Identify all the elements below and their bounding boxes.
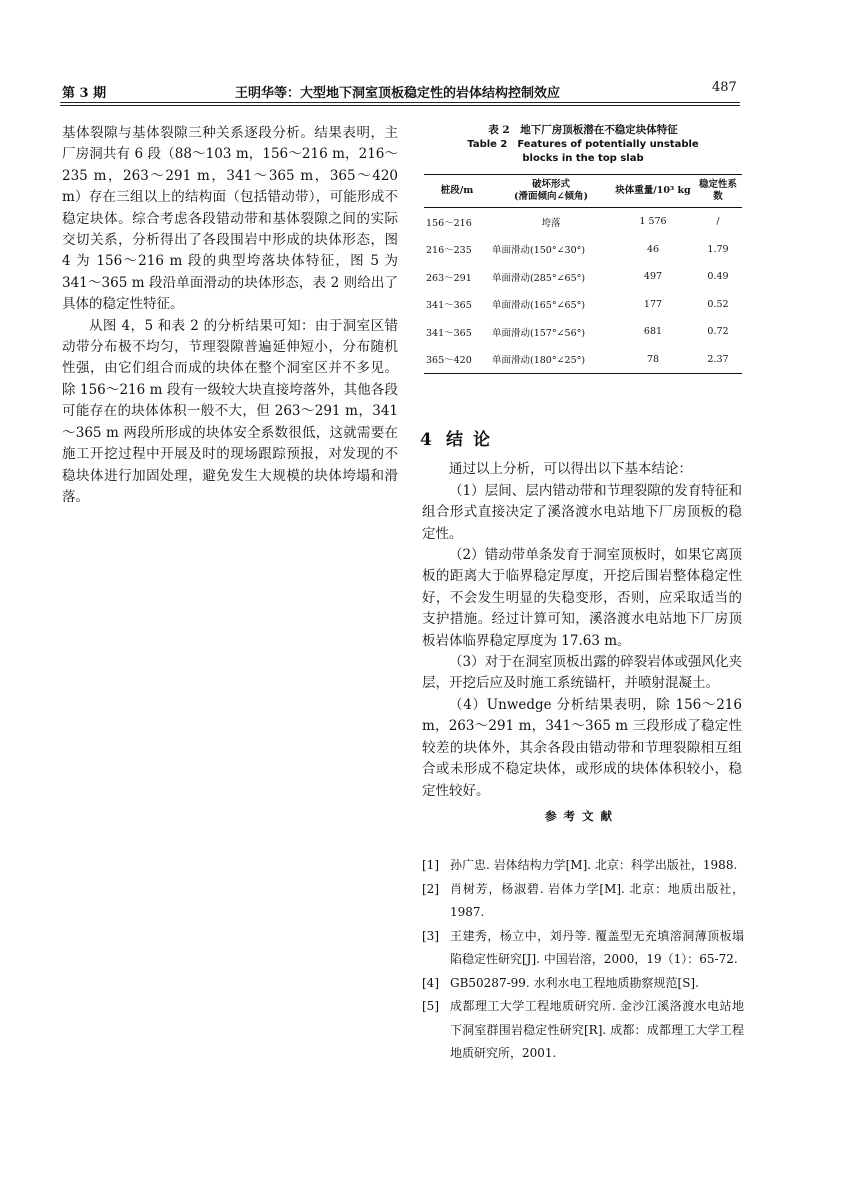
table-2 (424, 123, 742, 374)
reference-item (422, 972, 744, 996)
cell-block-weight: 497 (643, 271, 663, 283)
section-heading (420, 430, 742, 451)
reference-item (422, 995, 744, 1066)
table-caption-zh: 表 2 地下厂房顶板潜在不稳定块体特征 (488, 124, 678, 136)
cell-failure-mode: 垮落 (541, 217, 561, 229)
header-block-weight: 块体重量/10³ kg (615, 185, 691, 196)
table-header-row (424, 175, 742, 208)
cell-stability-factor: 0.49 (707, 271, 729, 283)
header-rule-top (60, 102, 740, 103)
cell-stability-factor: 0.72 (707, 326, 729, 338)
header-failure-mode (490, 175, 612, 208)
header-stability-factor: 稳定性系数 (698, 179, 737, 202)
reference-text: GB50287-99. 水利水电工程地质勘察规范[S]. (450, 975, 699, 990)
cell-failure-mode: 单面滑动(285°∠65°) (492, 272, 586, 284)
cell-stability-factor: 2.37 (707, 353, 729, 365)
reference-list (422, 854, 744, 1066)
table-row (424, 208, 742, 236)
cell-block-weight: 681 (643, 326, 663, 338)
cell-segment: 263～291 (426, 272, 472, 284)
cell-failure-mode: 单面滑动(180°∠25°) (492, 355, 586, 367)
header-failure-mode-line-2: (滑面倾向∠倾角) (514, 191, 588, 202)
page-number: 487 (712, 80, 737, 95)
table-row (424, 318, 742, 346)
table-caption-en-line-1: Table 2 Features of potentially unstable (467, 139, 699, 150)
section-title: 结论 (446, 430, 500, 450)
cell-segment: 341～365 (426, 327, 472, 339)
reference-text: 成都理工大学工程地质研究所. 金沙江溪洛渡水电站地下洞室群围岩稳定性研究[R]. 成都：成都理工大学工程地质研究所，2001. (450, 999, 744, 1060)
reference-item (422, 854, 744, 878)
body-paragraph-2: 从图 4，5 和表 2 的分析结果可知：由于洞室区错动带分布极不均匀，节理裂隙普遍延伸短小，分布随机性强，由它们组合而成的块体在整个洞室区并不多见。除 156～216 m 段有一级较大块直接垮落外，其他各段可能存在的块体体积一般不大，但 263～291 m，341～365 m 两段所形成的块体安全系数很低，这就需要在施工开挖过程中开展及时的现场跟踪预报，对发现的不稳块体进行加固处理，避免发生大规模的块体垮塌和滑落。 (62, 317, 398, 505)
conclusion-item-2: （2）错动带单条发育于洞室顶板时，如果它离顶板的距离大于临界稳定厚度，开挖后围岩整体稳定性好，不会发生明显的失稳变形，否则，应采取适当的支护措施。经过计算可知，溪洛渡水电站地下厂房顶板岩体临界稳定厚度为 17.63 m。 (422, 547, 742, 649)
conclusion-section (422, 430, 742, 802)
table-caption-en (424, 138, 742, 166)
header-failure-mode-line-1: 破坏形式 (531, 179, 570, 190)
cell-stability-factor: / (716, 216, 720, 228)
conclusion-item-1: （1）层间、层内错动带和节理裂隙的发育特征和组合形式直接决定了溪洛渡水电站地下厂房顶板的稳定性。 (422, 482, 742, 542)
table-row (424, 263, 742, 291)
header-segment: 桩段/m (440, 185, 474, 196)
block-features-table (424, 174, 742, 374)
conclusion-intro: 通过以上分析，可以得出以下基本结论： (449, 461, 692, 478)
reference-text: 孙广忠. 岩体结构力学[M]. 北京：科学出版社，1988. (450, 858, 738, 872)
cell-segment: 156～216 (426, 217, 472, 229)
reference-number: [4] (422, 975, 439, 990)
table-row (424, 291, 742, 319)
table-caption-en-line-2: blocks in the top slab (522, 153, 644, 164)
left-column (62, 123, 398, 508)
reference-text: 王建秀，杨立中，刘丹等. 覆盖型无充填溶洞薄顶板塌陷稳定性研究[J]. 中国岩溶，2000，19（1）：65-72. (450, 928, 744, 966)
reference-number: [5] (422, 999, 439, 1013)
reference-item (422, 925, 744, 972)
reference-text: 肖树芳，杨淑碧. 岩体力学[M]. 北京：地质出版社，1987. (450, 881, 744, 919)
reference-item (422, 878, 744, 925)
body-paragraph-1: 基体裂隙与基体裂隙三种关系逐段分析。结果表明，主厂房洞共有 6 段（88～103 m，156～216 m，216～235 m，263～291 m，341～365 m，365～420 m）存在三组以上的结构面（包括错动带），可能形成不稳定块体。综合考虑各段错动带和基体裂隙之间的实际交切关系，分析得出了各段围岩中形成的块体形态，图 4 为 156～216 m 段的典型垮落块体特征，图 5 为 341～365 m 段沿单面滑动的块体形态，表 2 则给出了具体的稳定性特征。 (62, 125, 398, 313)
conclusion-item-3: （3）对于在洞室顶板出露的碎裂岩体或强风化夹层，开挖后应及时施工系统锚杆，并喷射混凝土。 (422, 654, 742, 692)
cell-failure-mode: 单面滑动(150°∠30°) (492, 245, 586, 257)
cell-block-weight: 177 (643, 298, 663, 310)
cell-stability-factor: 1.79 (707, 243, 729, 255)
cell-failure-mode: 单面滑动(165°∠65°) (492, 300, 586, 312)
cell-stability-factor: 0.52 (707, 298, 729, 310)
header-rule-bottom (60, 105, 740, 106)
reference-number: [2] (422, 881, 439, 896)
cell-segment: 216～235 (426, 245, 472, 257)
cell-segment: 341～365 (426, 300, 472, 312)
cell-segment: 365～420 (426, 355, 472, 367)
running-title: 王明华等：大型地下洞室顶板稳定性的岩体结构控制效应 (235, 86, 561, 101)
issue-number: 第 3 期 (62, 86, 107, 101)
conclusion-item-4: （4）Unwedge 分析结果表明，除 156～216 m，263～291 m，341～365 m 三段形成了稳定性较差的块体外，其余各段由错动带和节理裂隙相互组合或未形成不稳定块体，或形成的块体体积较小，稳定性较好。 (422, 696, 742, 799)
reference-number: [3] (422, 928, 439, 943)
cell-block-weight: 46 (646, 243, 660, 255)
references-heading: 参考文献 (545, 809, 619, 823)
cell-block-weight: 1 576 (639, 216, 667, 228)
table-row (424, 346, 742, 374)
cell-block-weight: 78 (646, 353, 660, 365)
section-number: 4 (420, 430, 432, 450)
table-row (424, 236, 742, 264)
reference-number: [1] (422, 858, 439, 872)
cell-failure-mode: 单面滑动(157°∠56°) (492, 327, 586, 339)
